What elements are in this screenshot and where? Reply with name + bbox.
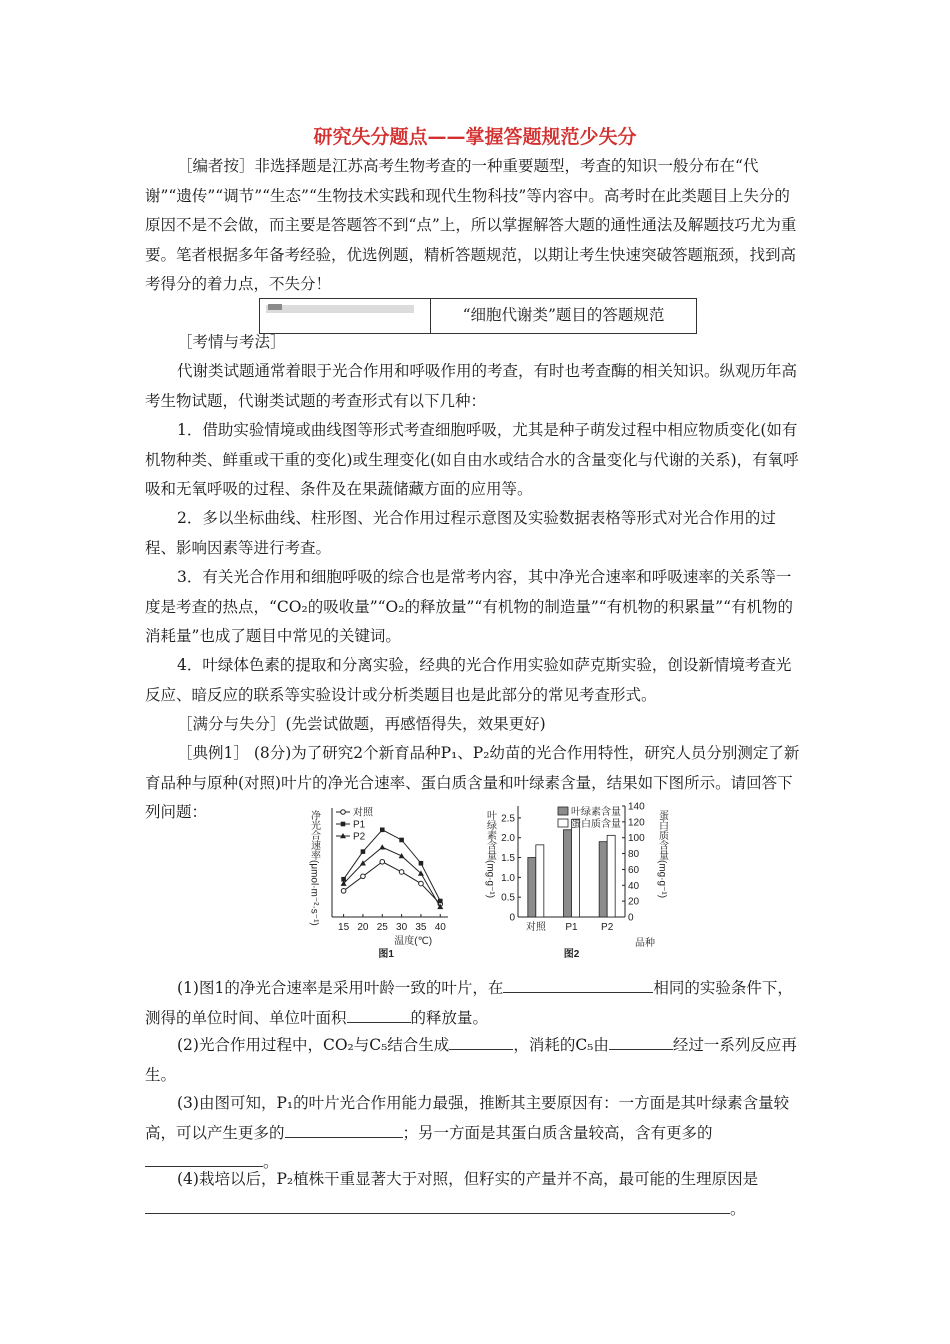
q3-text-c: 。 [263, 1153, 279, 1171]
example-label: ［典例1］ [177, 744, 249, 762]
figures-svg [300, 800, 680, 972]
editor-note-label: ［编者按］ [177, 157, 255, 175]
fig1-legend-marker [341, 810, 346, 815]
fig2-bar [607, 835, 615, 917]
fig1-x-tick-label: 40 [434, 922, 446, 933]
fig2-right-tick-label: 40 [628, 880, 640, 892]
section-heading: “细胞代谢类”题目的答题规范 [462, 306, 665, 324]
q4-text-a: (4)栽培以后，P₂植株干重显著大于对照，但籽实的产量并不高，最可能的生理原因是 [177, 1170, 759, 1188]
page-title: 研究失分题点——掌握答题规范少失分 [313, 126, 637, 148]
fig1-series-line [344, 847, 441, 907]
fig2-right-tick-label: 60 [628, 864, 640, 876]
fig2-bar [536, 845, 544, 917]
fig1-point [399, 870, 404, 875]
fig2-right-tick-label: 120 [628, 817, 645, 829]
fig1-x-tick-label: 30 [396, 922, 408, 933]
q3-text-a: (3)由图可知，P₁的叶片光合作用能力最强，推断其主要原因有：一方面是其叶绿素含量较高，可以产生更多的 [145, 1094, 790, 1142]
fig1-legend-label: P2 [353, 831, 366, 843]
fig2-right-tick-label: 20 [628, 896, 640, 908]
fig2-category-label: P1 [565, 922, 578, 933]
fig2-left-tick-label: 2.0 [501, 833, 515, 845]
q4-blank-1[interactable] [145, 1195, 730, 1214]
fig1-legend-marker [341, 822, 346, 827]
fig1-point [341, 889, 346, 894]
q3-text-b: ；另一方面是其蛋白质含量较高，含有更多的 [402, 1123, 713, 1142]
fig1-point [399, 838, 404, 843]
section-number-placeholder [266, 305, 414, 313]
fig2-legend-swatch [558, 819, 568, 827]
fig2-bar [599, 842, 607, 917]
fig1-x-tick-label: 35 [415, 922, 427, 933]
fig2-right-tick-label: 80 [628, 849, 640, 861]
q4-text-c: 。 [730, 1199, 746, 1218]
fig2-legend-swatch [558, 807, 568, 815]
full-marks-label: ［满分与失分］ [177, 715, 286, 733]
fig2-right-tick-label: 140 [628, 801, 645, 813]
fig1-point [361, 874, 366, 879]
question-4 [145, 1165, 805, 1224]
fig1-x-tick-label: 20 [357, 922, 369, 933]
full-marks-line [145, 710, 805, 740]
editor-note-text: 非选择题是江苏高考生物考查的一种重要题型，考查的知识一般分布在“代谢”“遗传”“调节”“生态”“生物技术实践和现代生物科技”等内容中。高考时在此类题目上失分的原因不是不会做，而主要是答题答不到“点”上，所以掌握解答大题的通性通法及解题技巧尤为重要。笔者根据多年备考经验，优选例题，精析答题规范，以期让考生快速突破答题瓶颈，找到高考得分的着力点，不失分！ [145, 157, 797, 293]
fig2-category-label: 对照 [525, 922, 546, 933]
fig2-right-label: 蛋白质含量(mg·g⁻¹) [656, 810, 668, 899]
fig2-x-label: 品种 [635, 938, 655, 949]
exam-item-4: 4．叶绿体色素的提取和分离实验，经典的光合作用实验如萨克斯实验，创设新情境考查光反应、暗反应的联系等实验设计或分析类题目也是此部分的常见考查形式。 [145, 656, 792, 704]
fig1-x-tick-label: 25 [376, 922, 388, 933]
fig2-right-tick-label: 0 [628, 912, 634, 924]
exam-item-3: 3．有关光合作用和细胞呼吸的综合也是常考内容，其中净光合速率和呼吸速率的关系等一度是考查的热点，“CO₂的吸收量”“O₂的释放量”“有机物的制造量”“有机物的积累量”“有机物的消耗量”也成了题目中常见的关键词。 [145, 568, 794, 645]
q1-blank-2[interactable] [347, 1004, 411, 1023]
fig1-point [419, 861, 424, 866]
q1-text-a: (1)图1的净光合速率是采用叶龄一致的叶片，在 [177, 979, 504, 997]
example-text: 为了研究2个新育品种P₁、P₂幼苗的光合作用特性，研究人员分别测定了新育品种与原种(对照)叶片的净光合速率、蛋白质含量和叶绿素含量，结果如下图所示。请回答下列问题： [145, 744, 800, 821]
q2-blank-1[interactable] [449, 1031, 513, 1050]
fig2-bar [528, 858, 536, 917]
fig1-y-label: 净光合速率(μmol·m⁻²·s⁻¹) [308, 810, 320, 926]
figures [300, 800, 680, 972]
editor-note [145, 152, 805, 300]
q3-blank-1[interactable] [285, 1119, 403, 1138]
fig1-point [380, 859, 385, 864]
q1-blank-1[interactable] [503, 974, 653, 993]
exam-item-1: 1．借助实验情境或曲线图等形式考查细胞呼吸，尤其是种子萌发过程中相应物质变化(如有机物种类、鲜重或干重的变化)或生理变化(如自由水或结合水的含量变化与代谢的关系)，有氧呼吸和无氧呼吸的过程、条件及在果蔬储藏方面的应用等。 [145, 421, 799, 498]
q1-text-b: 相同的实验条件下，测得的单位时间、单位叶面积 [145, 979, 793, 1027]
q2-blank-2[interactable] [609, 1031, 673, 1050]
q2-text-a: (2)光合作用过程中，CO₂与C₅结合生成 [177, 1036, 450, 1054]
example-score: (8分) [253, 744, 292, 762]
q2-text-b: ，消耗的C₅由 [513, 1036, 609, 1054]
fig2-category-label: P2 [601, 922, 614, 933]
fig2-title: 图2 [563, 949, 580, 960]
fig1-point [419, 881, 424, 886]
fig1-point [379, 844, 385, 849]
fig2-left-tick-label: 1.5 [501, 853, 515, 865]
q2-text-c: 经过一系列反应再生。 [145, 1036, 797, 1084]
fig2-left-tick-label: 0.5 [501, 892, 515, 904]
question-2 [145, 1031, 805, 1090]
exam-item-2: 2．多以坐标曲线、柱形图、光合作用过程示意图及实验数据表格等形式对光合作用的过程、影响因素等进行考查。 [145, 509, 776, 557]
fig2-left-tick-label: 2.5 [501, 813, 515, 825]
fig1-legend-label: 对照 [353, 807, 373, 819]
fig1-x-label: 温度(℃) [394, 936, 433, 947]
fig2-left-tick-label: 0 [509, 912, 515, 924]
full-marks-text: (先尝试做题，再感悟得失，效果更好) [285, 715, 546, 733]
exam-intro: 代谢类试题通常着眼于光合作用和呼吸作用的考查，有时也考查酶的相关知识。纵观历年高考生物试题，代谢类试题的考查形式有以下几种： [145, 362, 798, 410]
fig2-left-label: 叶绿素含量(mg·g⁻¹) [484, 810, 496, 899]
fig1-point [361, 849, 366, 854]
fig1-x-tick-label: 15 [338, 922, 350, 933]
fig1-point [380, 828, 385, 833]
fig2-left-tick-label: 1.0 [501, 872, 515, 884]
fig2-bar [564, 830, 572, 917]
exam-section-label: ［考情与考法］ [177, 333, 286, 351]
fig2-bar [572, 819, 580, 917]
fig1-point [399, 853, 405, 858]
question-1 [145, 974, 805, 1033]
fig2-legend-label: 蛋白质含量 [571, 819, 621, 830]
fig2-right-tick-label: 100 [628, 833, 645, 845]
q1-text-c: 的释放量。 [410, 1008, 489, 1027]
fig1-point [438, 899, 443, 904]
fig1-title: 图1 [378, 949, 394, 960]
fig2-legend-label: 叶绿素含量 [571, 807, 621, 818]
fig1-legend-label: P1 [353, 819, 366, 831]
section-number-mark [268, 304, 282, 310]
